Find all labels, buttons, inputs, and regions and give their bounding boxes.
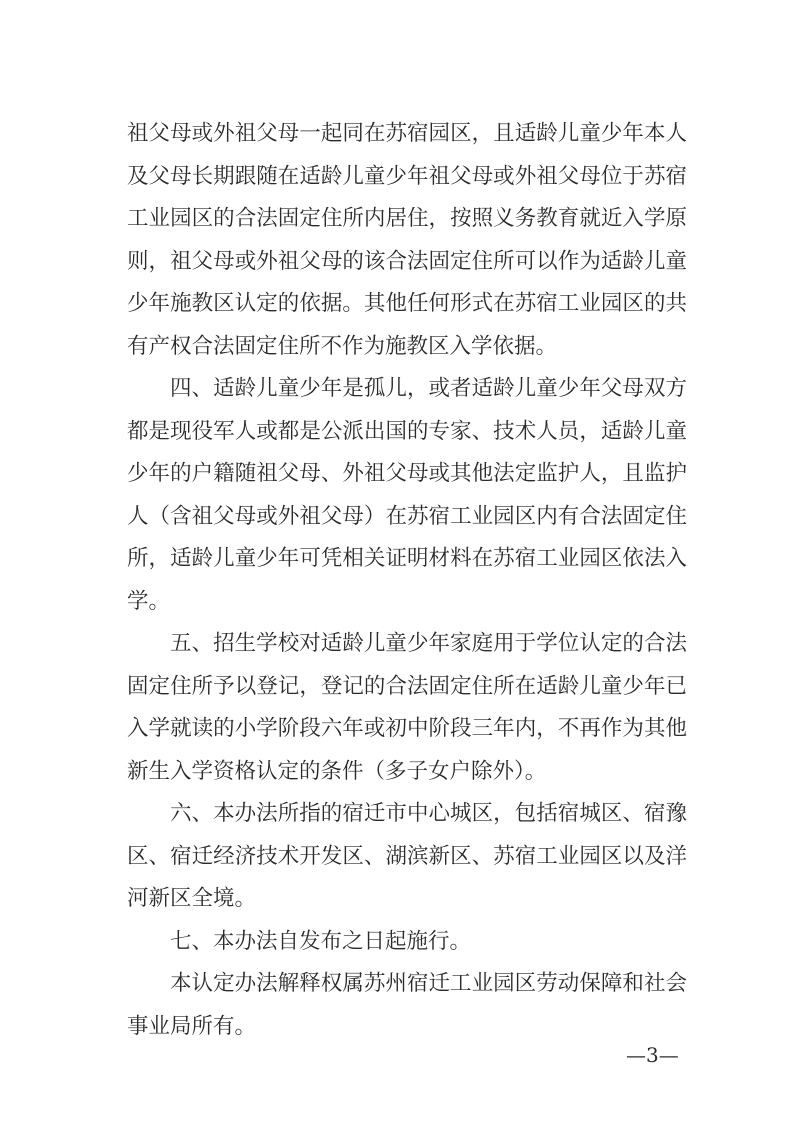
paragraph-item-7: 七、本办法自发布之日起施行。 [170, 928, 472, 954]
paragraph-continuation: 祖父母或外祖父母一起同在苏宿园区，且适龄儿童少年本人及父母长期跟随在适龄儿童少年祖父母或外祖父母位于苏宿工业园区的合法固定住所内居住，按照义务教育就近入学原则，祖父母或外祖父母的该合法固定住所可以作为适龄儿童少年施教区认定的依据。其他任何形式在苏宿工业园区的共有产权合法固定住所不作为施教区入学依据。 [127, 121, 687, 359]
page-number: —3— [626, 1043, 679, 1067]
paragraph-item-4: 四、适龄儿童少年是孤儿，或者适龄儿童少年父母双方都是现役军人或都是公派出国的专家、技术人员，适龄儿童少年的户籍随祖父母、外祖父母或其他法定监护人，且监护人（含祖父母或外祖父母）在苏宿工业园区内有合法固定住所，适龄儿童少年可凭相关证明材料在苏宿工业园区依法入学。 [127, 376, 687, 614]
paragraph-item-6: 六、本办法所指的宿迁市中心城区，包括宿城区、宿豫区、宿迁经济技术开发区、湖滨新区、苏宿工业园区以及洋河新区全境。 [127, 801, 687, 911]
document-body [127, 113, 687, 1048]
paragraph-item-5: 五、招生学校对适龄儿童少年家庭用于学位认定的合法固定住所予以登记，登记的合法固定住所在适龄儿童少年已入学就读的小学阶段六年或初中阶段三年内，不再作为其他新生入学资格认定的条件（多子女户除外）。 [127, 631, 687, 784]
paragraph-interpretation: 本认定办法解释权属苏州宿迁工业园区劳动保障和社会事业局所有。 [127, 971, 687, 1039]
